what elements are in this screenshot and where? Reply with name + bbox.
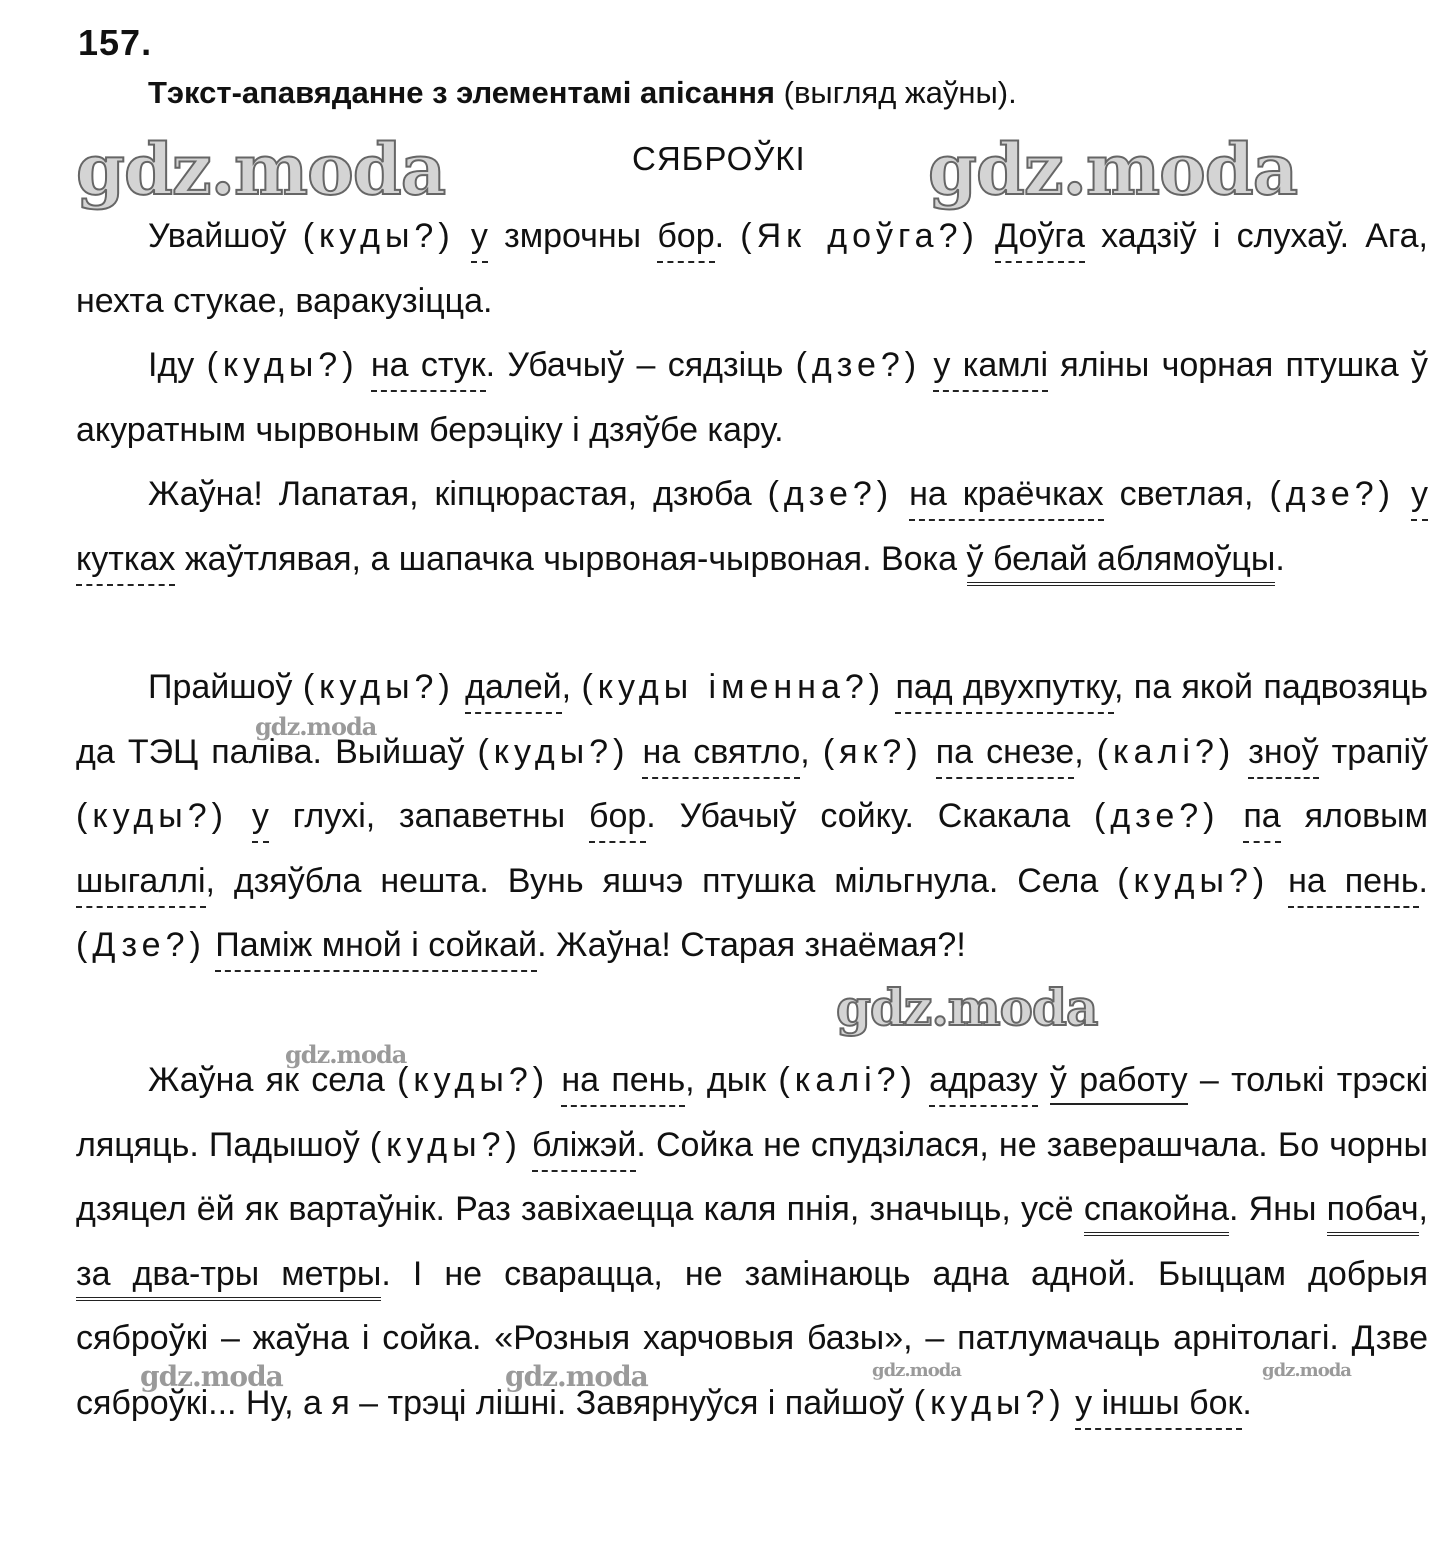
paragraph: [76, 655, 1428, 978]
text-span: [629, 733, 642, 771]
text-span: [455, 668, 465, 706]
text-span: [359, 346, 371, 384]
text-span: . Жаўна! Старая знаёмая?!: [537, 926, 966, 964]
text-span: , дык: [685, 1061, 779, 1099]
marked-word: на пень: [561, 1061, 685, 1107]
marked-word: на пень: [1288, 862, 1418, 908]
question-text: (калі?): [778, 1061, 917, 1099]
text-span: Увайшоў: [148, 217, 303, 255]
text-span: .: [1418, 861, 1428, 900]
watermark: gdz.moda: [505, 1360, 648, 1393]
question-text: (дзе?): [1269, 475, 1395, 513]
paragraph: [76, 462, 1428, 591]
question-text: (дзе?): [767, 475, 894, 513]
question-text: (куды?): [369, 1125, 522, 1164]
text-span: .: [1275, 539, 1285, 578]
text-span: змрочны: [487, 217, 658, 255]
text-span: ,: [561, 668, 582, 706]
watermark: gdz.moda: [928, 128, 1298, 211]
marked-word: бор: [657, 217, 714, 263]
task-bold-text: Тэкст-апавяданне з элементамі апісання: [148, 75, 776, 110]
text-span: .: [714, 217, 741, 255]
paragraph: [76, 1048, 1428, 1435]
marked-word: на стук: [371, 346, 486, 392]
question-text: (куды?): [76, 797, 228, 835]
text-span: , па якой падвозяць да ТЭЦ паліва. Выйшаў: [76, 668, 1428, 771]
text-span: яліны чорная птушка ў акуратным чырвоным берэціку і дзяўбе кару.: [76, 346, 1428, 449]
question-text: (куды?): [302, 217, 455, 255]
marked-word: пад двухпутку: [895, 668, 1114, 714]
marked-word: у кутках: [76, 475, 1428, 586]
text-span: [1038, 1061, 1050, 1099]
marked-word: спакойна: [1084, 1190, 1229, 1236]
text-span: [921, 346, 933, 384]
question-text: (дзе?): [1094, 797, 1220, 835]
marked-word: па снезе: [936, 733, 1074, 779]
watermark: gdz.moda: [836, 978, 1098, 1037]
question-text: (куды?): [302, 668, 455, 706]
text-span: [1395, 475, 1411, 513]
marked-word: шыгаллі: [76, 862, 206, 908]
marked-word: адразу: [929, 1061, 1037, 1107]
text-span: хадзіў і слухаў. Ага, нехта стукае, варакузіцца.: [76, 217, 1428, 320]
text-span: глухі, запаветны: [268, 797, 589, 835]
text-span: [228, 797, 252, 835]
question-text: (куды?): [913, 1383, 1066, 1422]
text-span: [1066, 1384, 1075, 1422]
text-span: трапіў: [1318, 732, 1429, 771]
text-span: – толькі трэскі ляцяць. Падышоў: [76, 1061, 1429, 1164]
text-span: .: [1242, 1383, 1252, 1422]
task-instruction: [148, 75, 1017, 111]
marked-word: у іншы бок: [1075, 1384, 1242, 1430]
marked-word: на краёчках: [909, 475, 1104, 521]
question-text: (куды?): [477, 732, 630, 771]
text-span: , дзяўбла нешта. Вунь яшчэ птушка мільгнула. Села: [205, 861, 1118, 900]
text-span: [917, 1061, 929, 1099]
story-title: СЯБРОЎКІ: [632, 140, 806, 177]
watermark: gdz.moda: [140, 1360, 283, 1393]
watermark: gdz.moda: [1262, 1360, 1351, 1381]
text-span: [979, 217, 995, 255]
marked-word: Доўга: [995, 217, 1085, 263]
text-span: [1220, 797, 1244, 835]
question-text: (Як доўга?): [740, 217, 979, 255]
text-span: . Убачыў – сядзіць: [485, 346, 796, 384]
question-text: (калі?): [1096, 732, 1236, 771]
question-text: (куды?): [206, 346, 359, 384]
watermark: gdz.moda: [872, 1360, 961, 1381]
text-span: Жаўна! Лапатая, кіпцюрастая, дзюба: [148, 475, 768, 513]
marked-word: па: [1243, 797, 1280, 843]
marked-word: побач: [1327, 1190, 1419, 1236]
marked-word: бліжэй: [532, 1126, 636, 1172]
watermark: gdz.moda: [76, 128, 446, 211]
text-span: ,: [800, 732, 823, 771]
question-text: (як?): [822, 732, 923, 771]
text-span: ,: [1074, 732, 1097, 771]
marked-word: бор: [589, 797, 646, 843]
text-span: ,: [1418, 1190, 1428, 1228]
text-span: [206, 926, 215, 964]
marked-word: ў работу: [1050, 1061, 1188, 1105]
text-span: яловым: [1280, 797, 1428, 835]
marked-word: у: [252, 797, 269, 843]
text-span: [1269, 862, 1288, 900]
marked-word: Паміж мной і сойкай: [215, 926, 537, 972]
text-span: . Убачыў сойку. Скакала: [646, 797, 1094, 835]
text-span: [522, 1126, 532, 1164]
marked-word: у: [471, 217, 488, 263]
marked-word: за два-тры метры: [76, 1255, 381, 1301]
exercise-number: 157.: [78, 22, 153, 63]
paragraph: [76, 333, 1428, 462]
text-span: Іду: [148, 346, 207, 384]
text-span: [923, 733, 936, 771]
text-span: [455, 217, 471, 255]
text-span: . І не сварацца, не замінаюць адна адной. Быццам добрыя сяброўкі – жаўна і сойка. «Розныя харчовыя базы», – патлумачаць арнітолагі. Дзве сяброўкі... Ну, а я – трэці лішні. Завярнуўся і пайшоў: [76, 1254, 1428, 1422]
task-normal-text: (выгляд жаўны).: [775, 75, 1017, 110]
text-span: Прайшоў: [148, 668, 303, 706]
marked-word: у камлі: [933, 346, 1048, 392]
question-text: (куды іменна?): [581, 668, 886, 706]
text-span: [885, 668, 895, 706]
text-span: светлая,: [1103, 475, 1270, 513]
marked-word: ў белай аблямоўцы: [967, 540, 1276, 586]
text-span: Жаўна як села: [148, 1061, 398, 1099]
question-text: (куды?): [397, 1061, 550, 1099]
paragraph: [76, 204, 1428, 333]
text-span: [893, 475, 909, 513]
text-span: [549, 1061, 561, 1099]
marked-word: зноў: [1248, 733, 1318, 779]
text-span: . Яны: [1228, 1190, 1327, 1228]
marked-word: далей: [465, 668, 562, 714]
text-span: [1235, 733, 1248, 771]
question-text: (дзе?): [795, 346, 922, 384]
question-text: (куды?): [1117, 861, 1270, 900]
text-span: . Сойка не спудзілася, не заверашчала. Бо чорны дзяцел ёй як вартаўнік. Раз завіхаецца каля пнія, значыць, усё: [76, 1125, 1428, 1228]
question-text: (Дзе?): [76, 926, 206, 964]
marked-word: на святло: [642, 733, 800, 779]
watermark: gdz.moda: [285, 1040, 407, 1069]
watermark: gdz.moda: [255, 712, 377, 741]
text-span: жаўтлявая, а шапачка чырвоная-чырвоная. Вока: [175, 539, 967, 578]
